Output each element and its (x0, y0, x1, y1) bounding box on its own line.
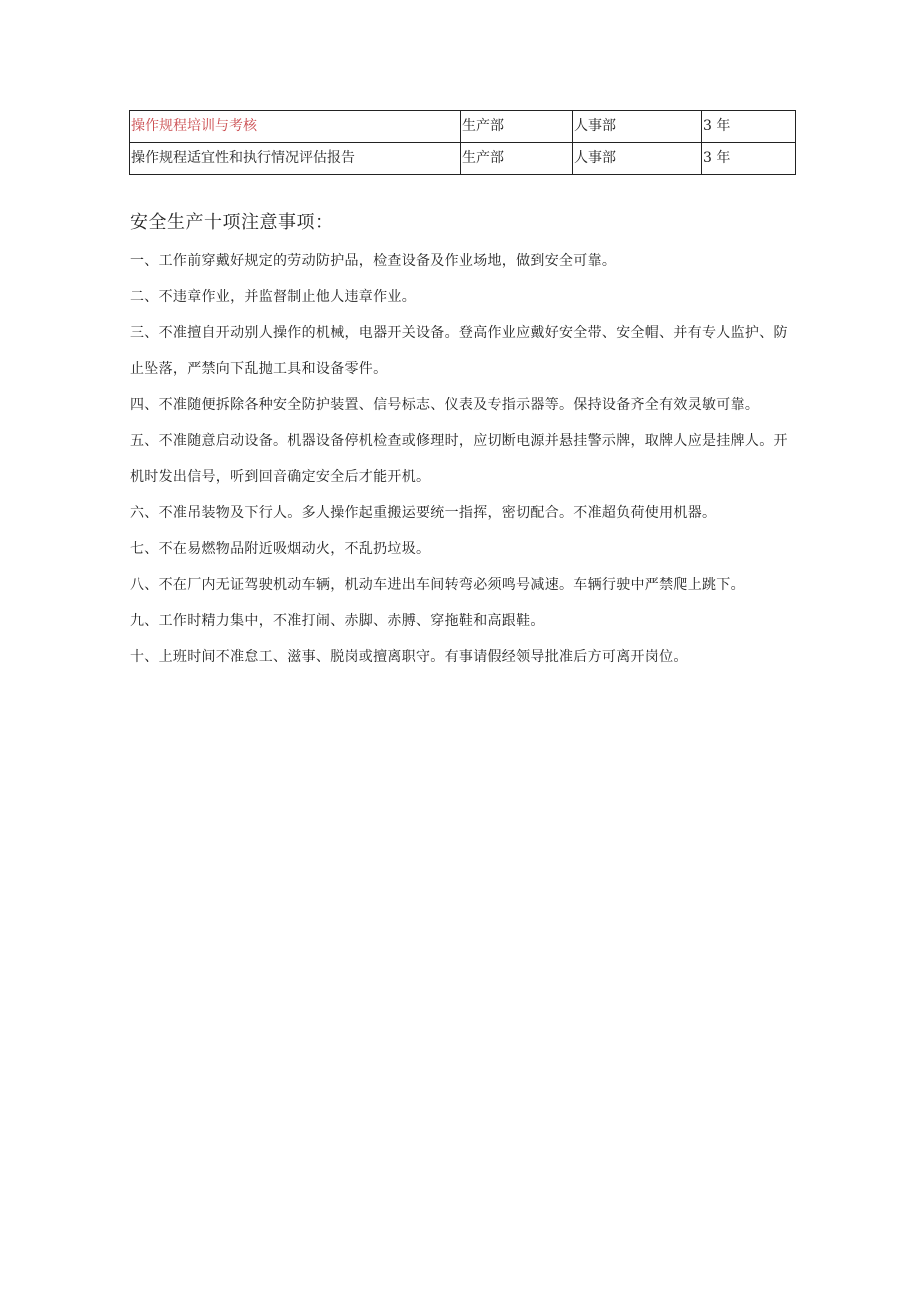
note-item: 六、不准吊装物及下行人。多人操作起重搬运要统一指挥，密切配合。不准超负荷使用机器。 (130, 505, 717, 521)
note-item: 一、工作前穿戴好规定的劳动防护品，检查设备及作业场地，做到安全可靠。 (130, 253, 617, 269)
note-item: 二、不违章作业，并监督制止他人违章作业。 (130, 289, 416, 305)
safety-notes-section (130, 205, 795, 675)
table-cell-period: 3 年 (702, 111, 796, 143)
table-cell-dept: 人事部 (573, 143, 702, 175)
note-item: 五、不准随意启动设备。机器设备停机检查或修理时，应切断电源并悬挂警示牌，取牌人应是挂牌人。开机时发出信号，听到回音确定安全后才能开机。 (130, 433, 788, 485)
note-item: 九、工作时精力集中，不准打闹、赤脚、赤膊、穿拖鞋和高跟鞋。 (130, 613, 545, 629)
note-item: 七、不在易燃物品附近吸烟动火，不乱扔垃圾。 (130, 541, 431, 557)
table-row (130, 111, 796, 143)
table-cell-item: 操作规程培训与考核 (130, 111, 461, 143)
table-cell-period: 3 年 (702, 143, 796, 175)
table-cell-item: 操作规程适宜性和执行情况评估报告 (130, 143, 461, 175)
note-item: 八、不在厂内无证驾驶机动车辆，机动车进出车间转弯必须鸣号减速。车辆行驶中严禁爬上跳下。 (130, 577, 745, 593)
note-item: 三、不准擅自开动别人操作的机械，电器开关设备。登高作业应戴好安全带、安全帽、并有专人监护、防止坠落，严禁向下乱抛工具和设备零件。 (130, 325, 788, 377)
table-cell-dept: 生产部 (461, 143, 573, 175)
records-table (129, 110, 796, 175)
table-cell-dept: 人事部 (573, 111, 702, 143)
table-row (130, 143, 796, 175)
note-item: 四、不准随便拆除各种安全防护装置、信号标志、仪表及专指示器等。保持设备齐全有效灵敏可靠。 (130, 397, 760, 413)
note-item: 十、上班时间不准怠工、滋事、脱岗或擅离职守。有事请假经领导批准后方可离开岗位。 (130, 649, 688, 665)
section-title: 安全生产十项注意事项： (130, 212, 334, 233)
table-cell-dept: 生产部 (461, 111, 573, 143)
